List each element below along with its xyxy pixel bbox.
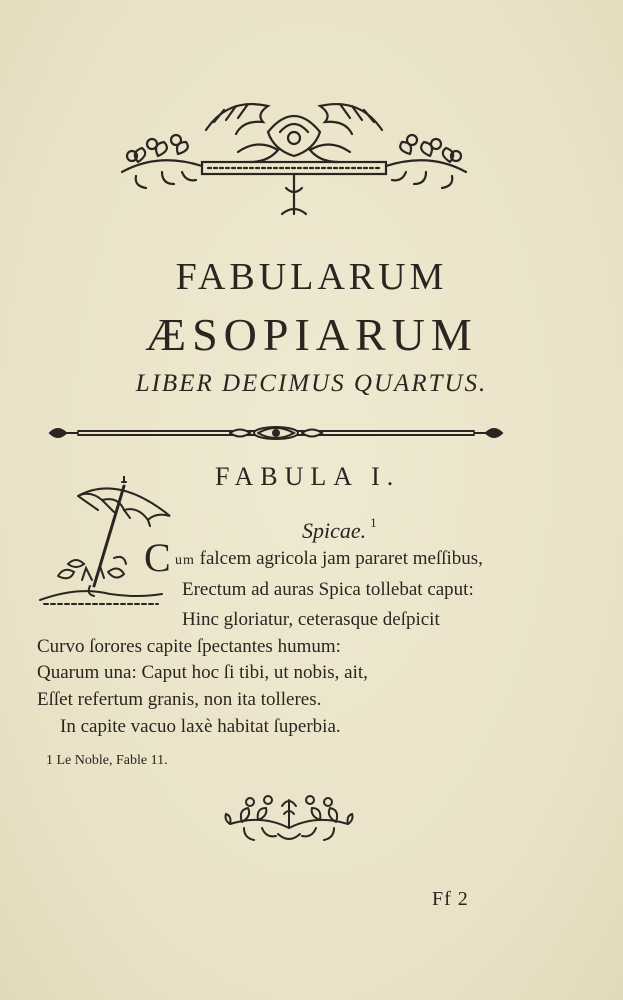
verse-line-6: Eſſet refertum granis, non ita tolleres. [37,689,322,710]
fable-title [302,515,377,544]
title-aesopiarum: ÆSOPIARUM [145,309,478,360]
signature-mark: Ff 2 [432,888,469,910]
verse-line-5: Quarum una: Caput hoc ſi tibi, ut nobis, ait, [37,662,368,683]
footnote-marker: 1 [370,515,377,530]
footnote: 1 Le Noble, Fable 11. [46,753,168,768]
title-liber: LIBER DECIMUS QUARTUS. [135,370,488,397]
verse-line-4: Curvo ſorores capite ſpectantes humum: [37,636,341,657]
floral-tailpiece-icon [222,794,356,848]
verse-line-3: Hinc gloriatur, ceterasque deſpicit [182,609,440,630]
verse-line-7: In capite vacuo laxè habitat ſuperbia. [60,716,341,737]
verse-line-1 [175,548,483,572]
title-fabularum: FABULARUM [175,256,448,298]
dragon-headpiece-icon [118,92,470,222]
drop-cap: C [144,535,171,580]
verse-line-1-text: falcem agricola jam pararet meſſibus, [194,548,483,569]
fable-title-text: Spicae. [302,518,367,543]
fable-number: FABULA I. [215,462,401,491]
ornamental-rule-icon [44,422,508,444]
verse-line-2: Erectum ad auras Spica tollebat caput: [182,579,474,600]
verse-first-word: um [175,553,195,568]
